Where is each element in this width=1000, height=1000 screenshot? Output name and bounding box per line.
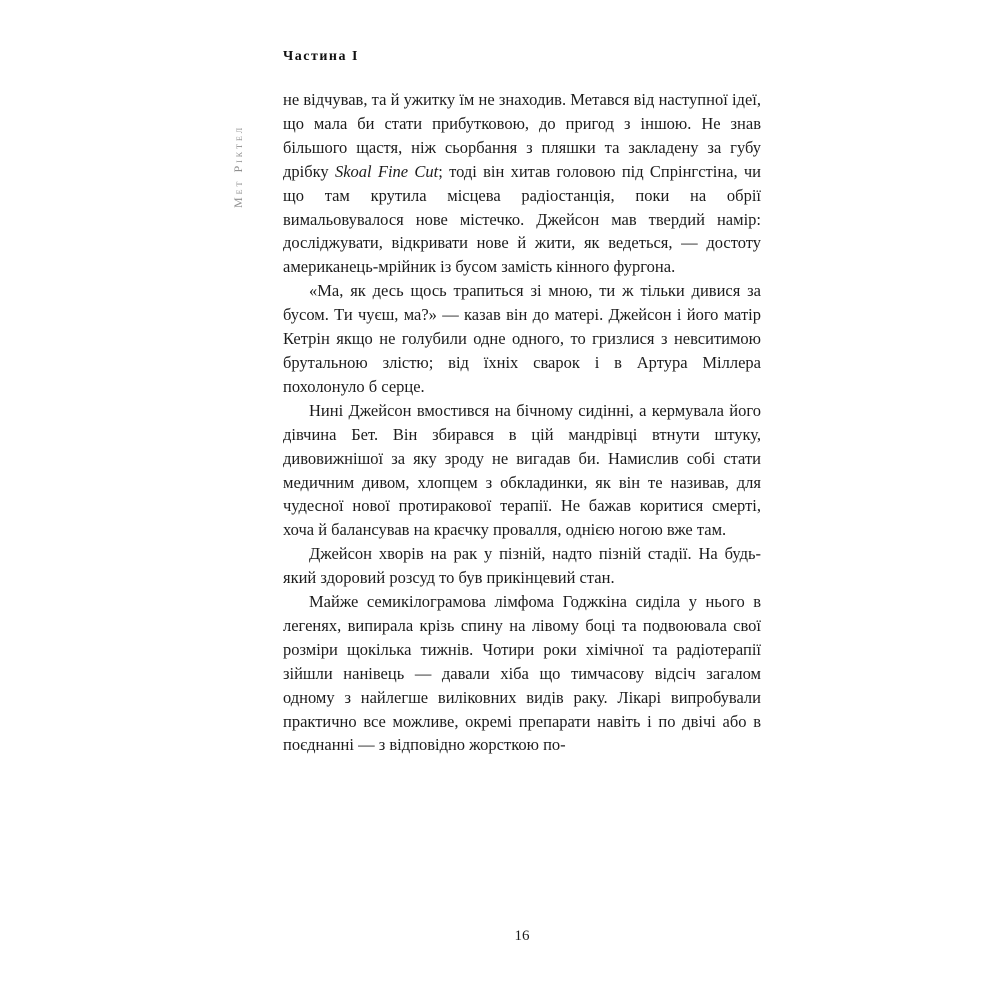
paragraph-segment: ; тоді він хитав головою під Спрінгстіна, чи що там крутила місцева радіостанція, поки на обрії вимальовувалося нове містечко. Джейсон мав твердий намір: досліджувати, відкривати нове й жити, як ведеться, — достоту американець-мрійник із бусом замість кінного фургона. xyxy=(283,161,761,277)
author-sidebar-vertical-text: Мет Ріктел xyxy=(231,124,245,208)
paragraph xyxy=(283,88,761,279)
chapter-header: Частина І xyxy=(283,49,359,64)
body-text-block xyxy=(283,88,761,757)
paragraph: Майже семикілограмова лімфома Годжкіна сиділа у нього в легенях, випирала крізь спину на лівому боці та подвоювала свої розміри щокілька тижнів. Чотири роки хімічної та радіотерапії зійшли нанівець — давали хіба що тимчасову відсіч загалом одному з найлегше виліковних видів раку. Лікарі випробували практично все можливе, окремі препарати навіть і по двічі або в поєднанні — з відповідно жорсткою по- xyxy=(283,592,761,755)
paragraph: «Ма, як десь щось трапиться зі мною, ти ж тільки дивися за бусом. Ти чуєш, ма?» — казав він до матері. Джейсон і його матір Кетрін якщо не голубили одне одного, то гризлися з невситимою брутальною злістю; від їхніх сварок і в Артура Міллера похолонуло б серце. xyxy=(283,281,761,396)
paragraph: Нині Джейсон вмостився на бічному сидінні, а кермувала його дівчина Бет. Він збирався в цій мандрівці втнути штуку, дивовижнішої за яку зроду не вигадав би. Намислив собі стати медичним дивом, хлопцем з обкладинки, як він те називав, для чудесної нової протиракової терапії. Не бажав коритися смерті, хоча й балансував на краєчку провалля, однією ногою вже там. xyxy=(283,400,761,540)
paragraph-segment: не відчував, та й ужитку їм не знаходив. Метався від наступної ідеї, що мала би стати прибутковою, до пригод з іншою. Не знав більшого щастя, ніж сьорбання з пляшки та закладену за губу дрібку xyxy=(283,90,761,181)
page-number: 16 xyxy=(514,928,530,944)
paragraph-segment-italic: Skoal Fine Cut xyxy=(334,161,439,181)
paragraph: Джейсон хворів на рак у пізній, надто пізній стадії. На будь-який здоровий розсуд то був прикінцевий стан. xyxy=(283,544,761,588)
